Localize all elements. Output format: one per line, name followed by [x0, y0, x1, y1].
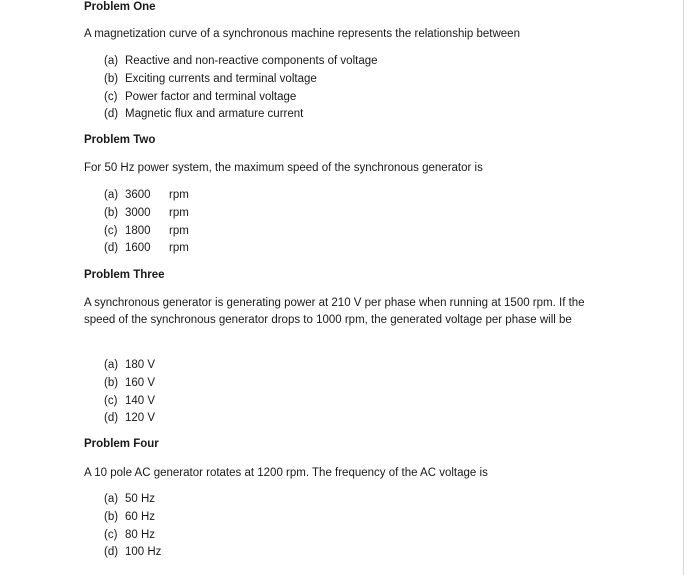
option-value: 3000: [125, 206, 151, 219]
option-key: (a): [104, 55, 119, 67]
question-text: For 50 Hz power system, the maximum speed of the synchronous generator is: [84, 162, 483, 174]
option-d: [104, 240, 189, 258]
option-text: 100 Hz: [125, 546, 162, 559]
option-b: [104, 375, 155, 393]
option-a: [104, 357, 155, 375]
option-a: [104, 491, 161, 509]
option-list: [104, 53, 378, 124]
question-text: A 10 pole AC generator rotates at 1200 rpm. The frequency of the AC voltage is: [84, 467, 488, 479]
option-c: [104, 527, 161, 545]
option-unit: rpm: [169, 189, 189, 201]
option-text: 120 V: [125, 412, 156, 425]
option-key: (a): [104, 189, 119, 201]
option-c: [104, 393, 155, 411]
option-key: (b): [104, 206, 119, 219]
problem-title: Problem One: [84, 1, 156, 13]
option-key: (c): [104, 394, 118, 407]
option-key: (d): [104, 242, 119, 255]
option-text: Power factor and terminal voltage: [125, 90, 297, 103]
option-text: 80 Hz: [125, 528, 156, 541]
option-b: [104, 509, 161, 527]
option-key: (c): [104, 224, 118, 237]
option-c: [104, 89, 378, 107]
option-text: Exciting currents and terminal voltage: [125, 72, 317, 85]
option-text: 60 Hz: [125, 510, 156, 523]
problem-title: Problem Two: [84, 134, 156, 146]
option-b: [104, 205, 189, 223]
problem-title: Problem Four: [84, 438, 159, 450]
option-value: 1600: [125, 242, 151, 255]
option-unit: rpm: [169, 206, 189, 219]
option-key: (d): [104, 546, 119, 559]
option-d: [104, 410, 155, 428]
option-d: [104, 106, 378, 124]
option-unit: rpm: [169, 224, 189, 237]
option-list: [104, 187, 189, 258]
option-key: (b): [104, 510, 119, 523]
option-a: [104, 53, 378, 71]
option-list: [104, 491, 161, 562]
option-key: (c): [104, 528, 118, 541]
option-c: [104, 223, 189, 241]
option-a: [104, 187, 189, 205]
option-text: 160 V: [125, 376, 156, 389]
option-key: (c): [104, 90, 118, 103]
option-key: (a): [104, 493, 119, 505]
option-text: Magnetic flux and armature current: [125, 108, 304, 121]
question-text: A magnetization curve of a synchronous machine represents the relationship between: [84, 28, 520, 40]
option-text: 180 V: [125, 359, 156, 371]
option-value: 1800: [125, 224, 151, 237]
option-key: (d): [104, 108, 119, 121]
option-b: [104, 71, 378, 89]
option-text: 140 V: [125, 394, 156, 407]
option-text: Reactive and non-reactive components of voltage: [125, 55, 378, 67]
option-key: (b): [104, 376, 119, 389]
problem-title: Problem Three: [84, 269, 165, 281]
option-key: (a): [104, 359, 119, 371]
option-d: [104, 544, 161, 562]
question-text: A synchronous generator is generating power at 210 V per phase when running at 1500 rpm. If the speed of the synchronous generator drops to 1000 rpm, the generated voltage per phase will be: [84, 297, 585, 326]
page-edge-divider: [683, 0, 684, 575]
option-key: (b): [104, 72, 119, 85]
option-list: [104, 357, 155, 428]
option-text: 50 Hz: [125, 493, 156, 505]
option-key: (d): [104, 412, 119, 425]
option-value: 3600: [125, 189, 151, 201]
option-unit: rpm: [169, 242, 189, 255]
